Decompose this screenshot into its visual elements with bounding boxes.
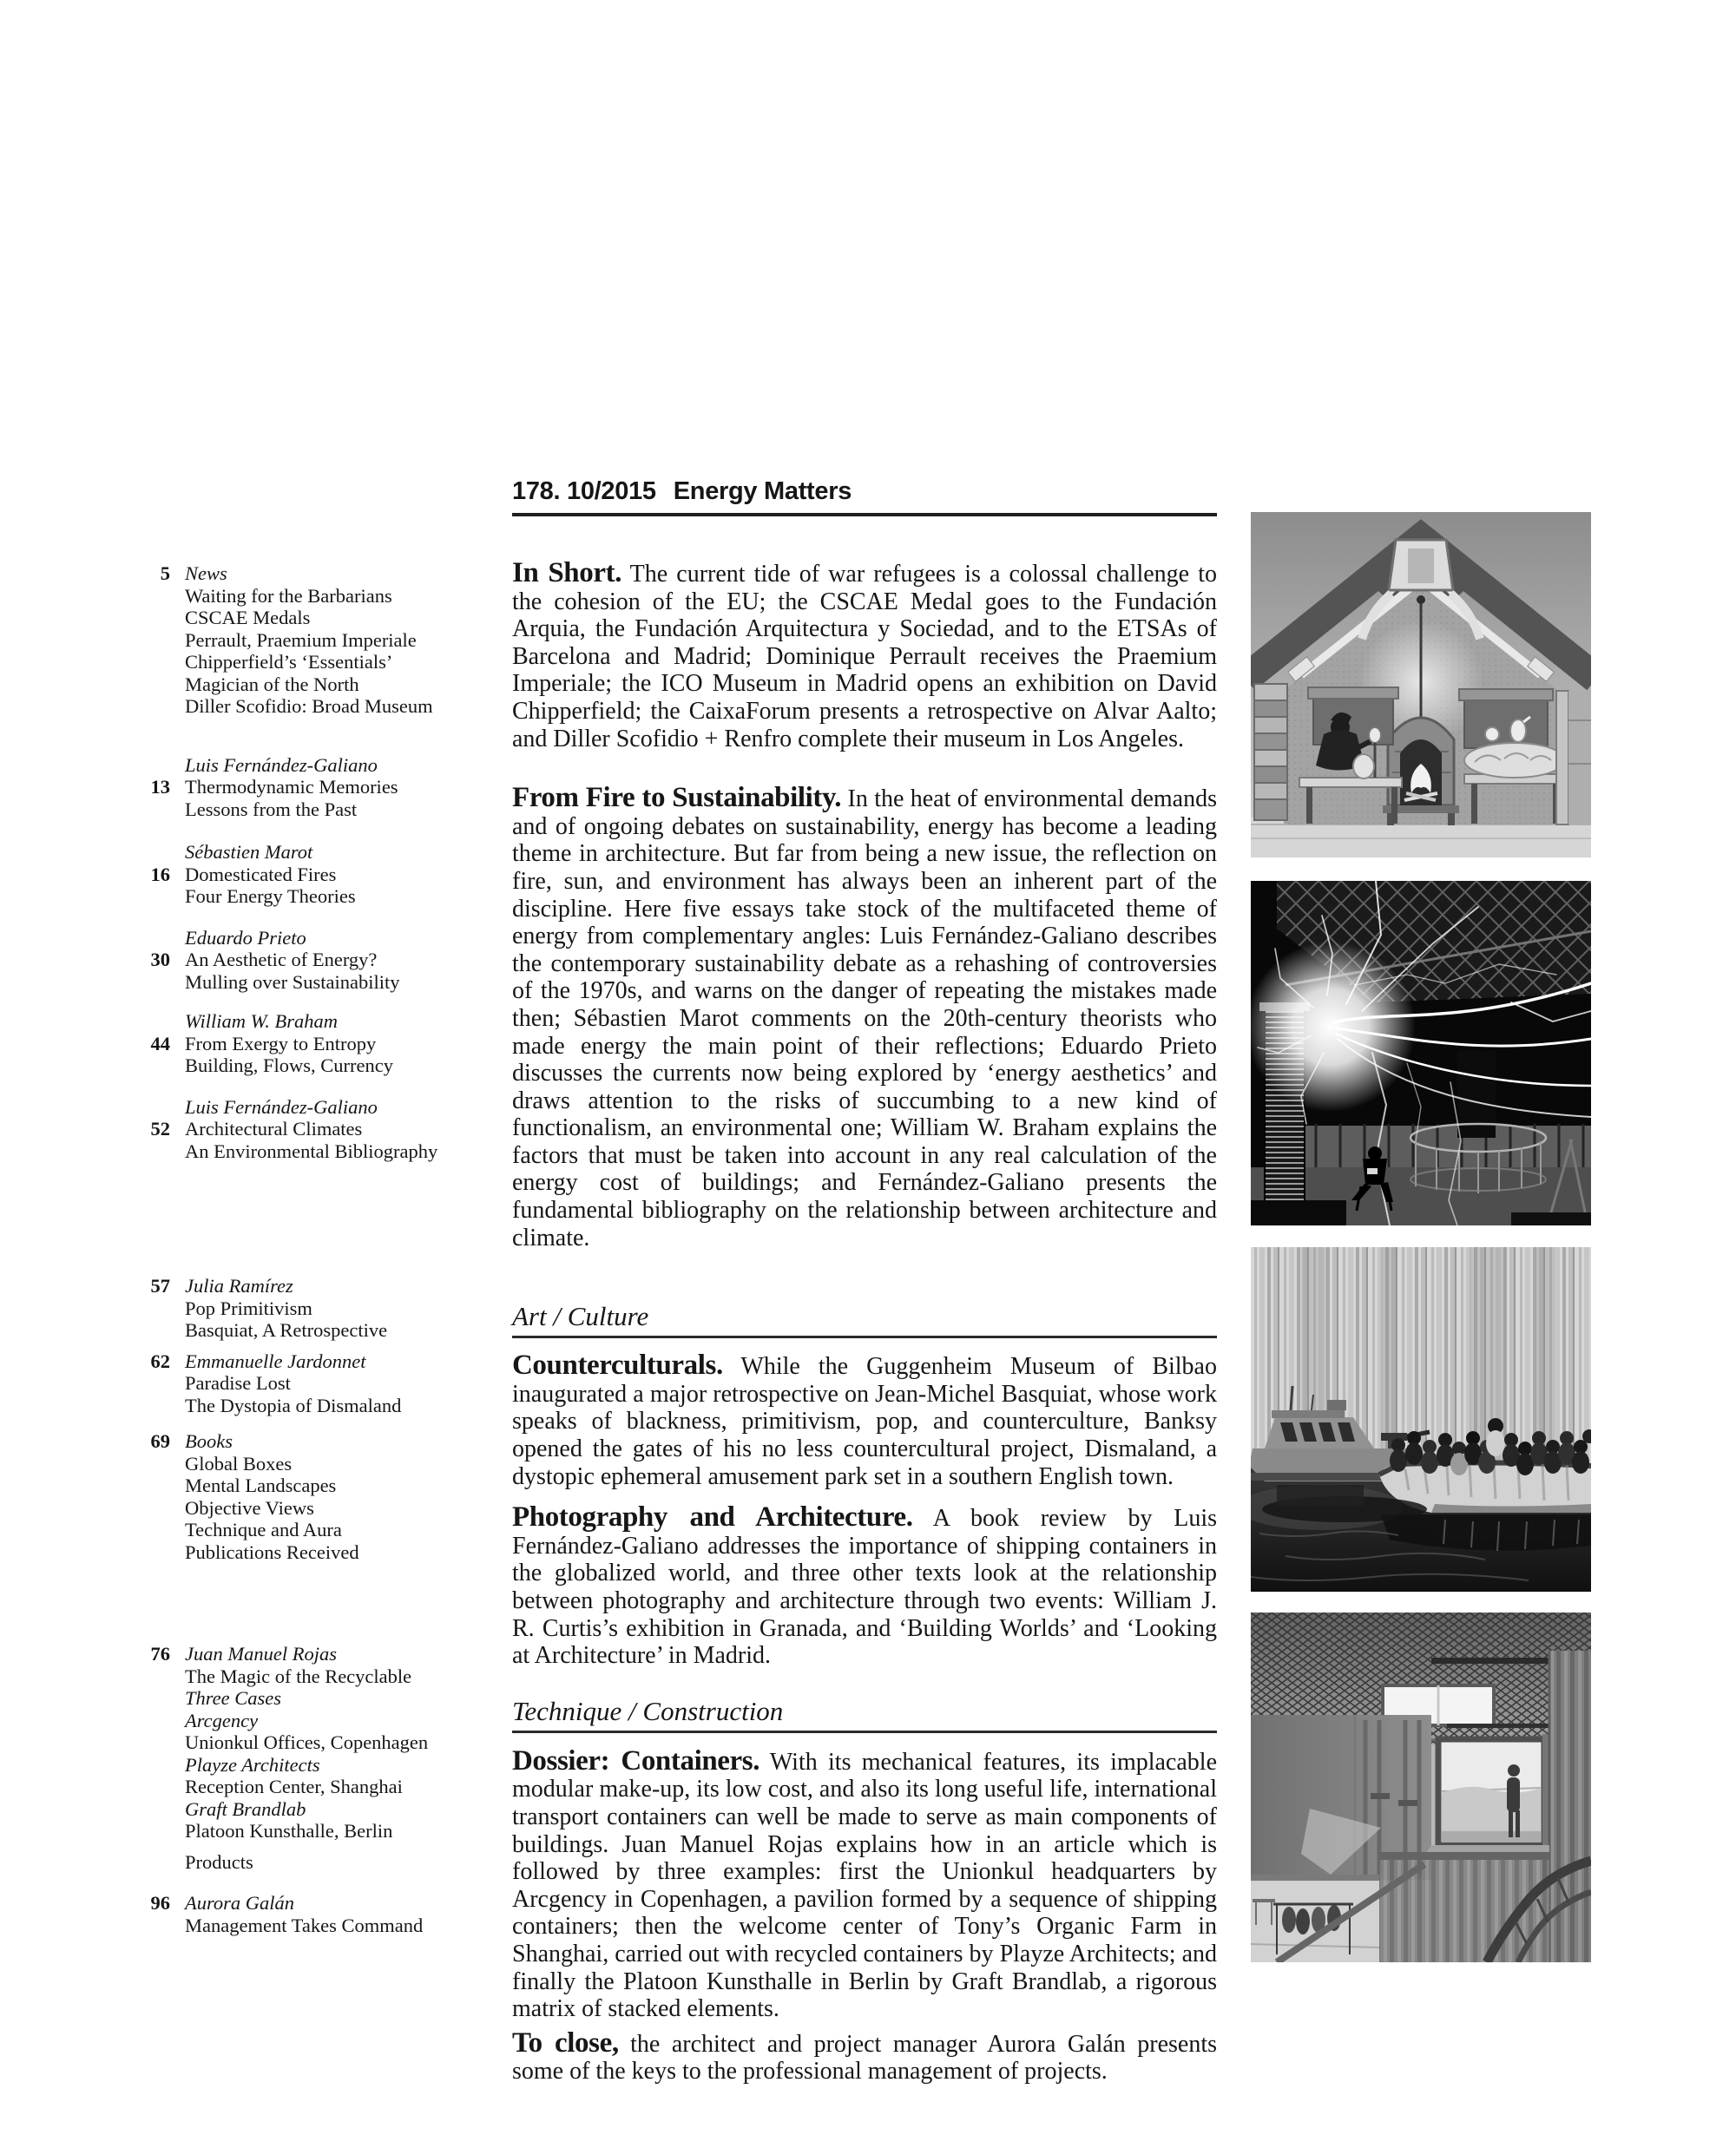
toc-title: Unionkul Offices, Copenhagen bbox=[185, 1731, 429, 1753]
toc-row bbox=[139, 864, 498, 886]
toc-row bbox=[139, 585, 498, 608]
paragraph-lead: From Fire to Sustainability. bbox=[512, 782, 842, 814]
toc-row bbox=[139, 754, 498, 777]
toc-title: Domesticated Fires bbox=[185, 863, 337, 885]
toc-row bbox=[139, 1033, 498, 1055]
toc-page-number bbox=[139, 585, 170, 608]
toc-page-number: 62 bbox=[150, 1350, 170, 1372]
toc-row bbox=[139, 1665, 498, 1688]
toc-row bbox=[139, 1350, 498, 1373]
toc-page-number bbox=[139, 1915, 170, 1937]
toc-title: Thermodynamic Memories bbox=[185, 776, 398, 798]
toc-row bbox=[139, 607, 498, 629]
issue-title: Energy Matters bbox=[673, 477, 852, 505]
toc-title: Products bbox=[185, 1850, 253, 1873]
toc-title: Architectural Climates bbox=[185, 1118, 363, 1140]
toc-row bbox=[139, 1541, 498, 1564]
toc-page-number bbox=[139, 673, 170, 696]
toc-page-number bbox=[139, 927, 170, 949]
paragraph-lead: In Short. bbox=[512, 557, 622, 588]
toc-row bbox=[139, 927, 498, 949]
toc-row bbox=[139, 971, 498, 994]
toc-page-number: 5 bbox=[160, 562, 170, 584]
toc-page-number bbox=[139, 629, 170, 652]
toc-page-number bbox=[139, 1140, 170, 1163]
toc-title: The Dystopia of Dismaland bbox=[185, 1394, 402, 1416]
image-column bbox=[1251, 0, 1591, 2148]
toc-title: Mental Landscapes bbox=[185, 1475, 337, 1496]
toc-page-number bbox=[139, 695, 170, 718]
toc-author: Arcgency bbox=[185, 1709, 259, 1731]
toc-page-number bbox=[139, 1798, 170, 1821]
paragraph-lead: Dossier: Containers. bbox=[512, 1744, 760, 1777]
toc-row bbox=[139, 1754, 498, 1777]
toc-title: Chipperfield’s ‘Essentials’ bbox=[185, 651, 393, 673]
toc-author: Juan Manuel Rojas bbox=[185, 1643, 337, 1665]
toc-row bbox=[139, 1096, 498, 1119]
toc-row bbox=[139, 841, 498, 864]
toc-group bbox=[139, 927, 498, 994]
toc-page-number: 52 bbox=[150, 1118, 170, 1140]
toc-page-number bbox=[139, 651, 170, 673]
toc-row bbox=[139, 776, 498, 798]
toc-group bbox=[139, 1275, 498, 1342]
container-interior-image bbox=[1251, 1613, 1591, 1962]
toc-row bbox=[139, 1010, 498, 1033]
paragraph-body: The current tide of war refugees is a colossal challenge to the cohesion of the EU; the CSCAE Medal goes to the Fundación Arquia, the Fundación Arquitectura y Sociedad, and to the ETSAs of Barcelona and Madrid; Dominique Perrault receives the Praemium Imperiale; the ICO Museum in Madrid opens an exhibition on David Chipperfield; the CaixaForum presents a retrospective on Alvar Aalto; and Diller Scofidio + Renfro complete their museum in Los Angeles. bbox=[512, 561, 1217, 752]
toc-title: Platoon Kunsthalle, Berlin bbox=[185, 1820, 393, 1842]
toc-row bbox=[139, 1118, 498, 1140]
toc-group bbox=[139, 754, 498, 821]
toc-title: Management Takes Command bbox=[185, 1914, 424, 1936]
toc-title: Magician of the North bbox=[185, 673, 359, 695]
figure-tesla-lightning bbox=[1251, 881, 1591, 1225]
toc-group bbox=[139, 562, 498, 718]
section-header-art-culture: Art / Culture bbox=[512, 1303, 1217, 1338]
tesla-lightning-image bbox=[1251, 881, 1591, 1225]
figure-container-interior bbox=[1251, 1613, 1591, 1962]
toc-page-number bbox=[139, 885, 170, 908]
toc-title: CSCAE Medals bbox=[185, 607, 311, 628]
toc-author: Luis Fernández-Galiano bbox=[185, 1095, 378, 1118]
toc-page-number bbox=[139, 754, 170, 777]
toc-title: Objective Views bbox=[185, 1496, 314, 1519]
toc-page-number: 13 bbox=[150, 776, 170, 798]
paragraph-lead: Counterculturals. bbox=[512, 1350, 723, 1382]
toc-title: Building, Flows, Currency bbox=[185, 1054, 393, 1076]
toc-row bbox=[139, 1453, 498, 1475]
toc-title: Paradise Lost bbox=[185, 1372, 291, 1394]
toc-row bbox=[139, 1643, 498, 1665]
toc-page-number: 44 bbox=[150, 1032, 170, 1054]
toc-page-number bbox=[139, 607, 170, 629]
toc-page-number bbox=[139, 1497, 170, 1520]
toc-page-number bbox=[139, 971, 170, 994]
toc-title: Global Boxes bbox=[185, 1452, 293, 1475]
toc-row bbox=[139, 1820, 498, 1843]
main-column bbox=[512, 476, 1217, 2086]
toc-title: From Exergy to Entropy bbox=[185, 1032, 377, 1054]
toc-row bbox=[139, 1497, 498, 1520]
toc-page-number bbox=[139, 841, 170, 864]
toc-group bbox=[139, 1892, 498, 1936]
hearth-engraving-image bbox=[1251, 512, 1591, 857]
toc-row bbox=[139, 562, 498, 585]
figure-hearth-engraving bbox=[1251, 512, 1591, 857]
toc-author: Playze Architects bbox=[185, 1753, 320, 1776]
toc-row bbox=[139, 1731, 498, 1754]
toc-row bbox=[139, 1915, 498, 1937]
toc-page-number bbox=[139, 1297, 170, 1320]
toc-title: Basquiat, A Retrospective bbox=[185, 1319, 388, 1341]
toc-row bbox=[139, 1275, 498, 1297]
toc-author: Emmanuelle Jardonnet bbox=[185, 1350, 366, 1372]
issue-header bbox=[512, 476, 1217, 516]
toc-row bbox=[139, 1851, 498, 1874]
toc-group bbox=[139, 841, 498, 908]
paragraph-counterculturals bbox=[512, 1352, 1217, 1490]
paragraph-body: the architect and project manager Aurora Galán presents some of the keys to the professional management of projects. bbox=[512, 2030, 1218, 2086]
toc-page-number bbox=[139, 1710, 170, 1732]
toc-page-number: 96 bbox=[150, 1892, 170, 1914]
paragraph-body: With its mechanical features, its implacable modular make-up, its low cost, and also its long useful life, international transport containers can well be made to serve as main components of buildings. Juan Manuel Rojas explains how in an article which is followed by three examples: first the Unionkul headquarters by Arcgency in Copenhagen, a pavilion formed by a sequence of shipping containers; then the welcome center of Tony’s Organic Farm in Shanghai, carried out with recycled containers by Playze Architects; and finally the Platoon Kunsthalle in Berlin by Graft Brandlab, a rigorous matrix of stacked elements. bbox=[512, 1748, 1217, 2023]
toc-row bbox=[139, 1776, 498, 1798]
toc-row bbox=[139, 1054, 498, 1077]
paragraph-body: In the heat of environmental demands and of ongoing debates on sustainability, energy has become a leading theme in architecture. But far from being a new issue, the reflection on fire, sun, and environment has always been an inherent part of the discipline. Here five essays take stock of the multifaceted theme of energy from complementary angles: Luis Fernández-Galiano describes the contemporary sustainability debate as a rehashing of controversies of the 1970s, and warns on the danger of repeating the mistakes made then; Sébastien Marot comments on the 20th-century theorists who made energy the main point of their reflections; Eduardo Prieto discusses the currents now being explored by ‘energy aesthetics’ and draws attention to the risks of succumbing to a new kind of functionalism, an environmental one; William W. Braham explains the factors that must be taken into account in any real calculation of the energy cost of buildings; and Fernández-Galiano presents the fundamental bibliography on the relationship between architecture and climate. bbox=[512, 785, 1218, 1251]
toc-row bbox=[139, 1372, 498, 1395]
toc-row bbox=[139, 1430, 498, 1453]
toc-page-number bbox=[139, 1054, 170, 1077]
toc-row bbox=[139, 1892, 498, 1915]
toc-title: Publications Received bbox=[185, 1540, 359, 1563]
toc-page-number bbox=[139, 1319, 170, 1342]
toc-author: Julia Ramírez bbox=[185, 1275, 293, 1297]
section-header-technique-construction: Technique / Construction bbox=[512, 1698, 1217, 1733]
toc-author: Luis Fernández-Galiano bbox=[185, 753, 378, 776]
toc-title: Diller Scofidio: Broad Museum bbox=[185, 695, 433, 717]
toc-row bbox=[139, 1798, 498, 1821]
toc-author: William W. Braham bbox=[185, 1010, 339, 1032]
issue-number: 178. 10/2015 bbox=[512, 477, 656, 505]
toc-page-number bbox=[139, 1096, 170, 1119]
toc-title: Waiting for the Barbarians bbox=[185, 584, 392, 607]
paragraph-body: While the Guggenheim Museum of Bilbao inaugurated a major retrospective on Jean-Michel Basquiat, whose work speaks of blackness, primitivism, pop, and counterculture, Banksy opened the gates of his no less countercultural project, Dismaland, a dystopic ephemeral amusement park set in a southern English town. bbox=[512, 1353, 1217, 1490]
toc-page-number bbox=[139, 798, 170, 821]
toc-title: Lessons from the Past bbox=[185, 798, 358, 820]
toc-author: Aurora Galán bbox=[185, 1892, 295, 1914]
dismaland-boats-image bbox=[1251, 1247, 1591, 1592]
paragraph-in-short bbox=[512, 557, 1217, 752]
toc-title: Reception Center, Shanghai bbox=[185, 1776, 403, 1797]
paragraph-to-close bbox=[512, 2026, 1218, 2086]
toc-row bbox=[139, 1319, 498, 1342]
toc-author: Three Cases bbox=[185, 1687, 282, 1709]
toc-row bbox=[139, 1687, 498, 1710]
toc-row bbox=[139, 673, 498, 696]
toc-author: Graft Brandlab bbox=[185, 1797, 306, 1820]
toc-page-number bbox=[139, 1541, 170, 1564]
figure-dismaland-boats bbox=[1251, 1247, 1591, 1592]
toc-group bbox=[139, 1096, 498, 1163]
paragraph-from-fire-to-sustainability bbox=[512, 782, 1218, 1251]
toc-title: Pop Primitivism bbox=[185, 1297, 312, 1319]
toc-page-number bbox=[139, 1475, 170, 1497]
toc-group bbox=[139, 1010, 498, 1077]
toc-page-number: 69 bbox=[150, 1430, 170, 1452]
toc-title: An Aesthetic of Energy? bbox=[185, 949, 378, 970]
toc-page-number bbox=[139, 1754, 170, 1777]
toc-page-number bbox=[139, 1687, 170, 1710]
paragraph-lead: Photography and Architecture. bbox=[512, 1501, 913, 1534]
toc-page-number: 30 bbox=[150, 949, 170, 970]
toc-page-number: 76 bbox=[150, 1643, 170, 1665]
toc-title: Technique and Aura bbox=[185, 1519, 342, 1540]
toc-page-number: 57 bbox=[150, 1275, 170, 1297]
toc-group bbox=[139, 1430, 498, 1563]
toc-page-number bbox=[139, 1665, 170, 1688]
toc-row bbox=[139, 1475, 498, 1497]
toc-group bbox=[139, 1643, 498, 1873]
toc-row bbox=[139, 651, 498, 673]
toc-page-number bbox=[139, 1395, 170, 1417]
toc-author: Sébastien Marot bbox=[185, 841, 313, 863]
toc-page-number bbox=[139, 1851, 170, 1874]
toc-author: Eduardo Prieto bbox=[185, 926, 306, 949]
toc-page-number bbox=[139, 1453, 170, 1475]
toc-author: News bbox=[185, 562, 227, 584]
toc-row bbox=[139, 695, 498, 718]
toc-author: Books bbox=[185, 1430, 233, 1452]
paragraph-lead: To close, bbox=[512, 2026, 619, 2059]
toc-group bbox=[139, 1350, 498, 1417]
toc-page-number bbox=[139, 1010, 170, 1033]
toc-column bbox=[139, 562, 498, 1936]
toc-row bbox=[139, 1519, 498, 1541]
toc-row bbox=[139, 1140, 498, 1163]
toc-title: Four Energy Theories bbox=[185, 885, 356, 907]
toc-row bbox=[139, 1395, 498, 1417]
toc-page-number bbox=[139, 1372, 170, 1395]
toc-row bbox=[139, 949, 498, 971]
toc-row bbox=[139, 1297, 498, 1320]
toc-title: The Magic of the Recyclable bbox=[185, 1665, 412, 1687]
paragraph-dossier-containers bbox=[512, 1744, 1217, 2023]
toc-page-number bbox=[139, 1731, 170, 1754]
toc-row bbox=[139, 885, 498, 908]
toc-title: Perrault, Praemium Imperiale bbox=[185, 628, 417, 651]
toc-title: Mulling over Sustainability bbox=[185, 970, 400, 993]
paragraph-photography-and-architecture bbox=[512, 1501, 1217, 1670]
toc-row bbox=[139, 798, 498, 821]
toc-page-number bbox=[139, 1519, 170, 1541]
toc-page-number bbox=[139, 1776, 170, 1798]
toc-row bbox=[139, 629, 498, 652]
toc-page-number bbox=[139, 1820, 170, 1843]
paragraph-body: A book review by Luis Fernández-Galiano addresses the importance of shipping containers in the globalized world, and three other texts look at the relationship between photography and architecture through two events: William J. R. Curtis’s exhibition in Granada, and ‘Building Worlds’ and ‘Looking at Architecture’ in Madrid. bbox=[512, 1505, 1217, 1670]
toc-row bbox=[139, 1710, 498, 1732]
toc-page-number: 16 bbox=[150, 863, 170, 885]
toc-title: An Environmental Bibliography bbox=[185, 1140, 438, 1162]
